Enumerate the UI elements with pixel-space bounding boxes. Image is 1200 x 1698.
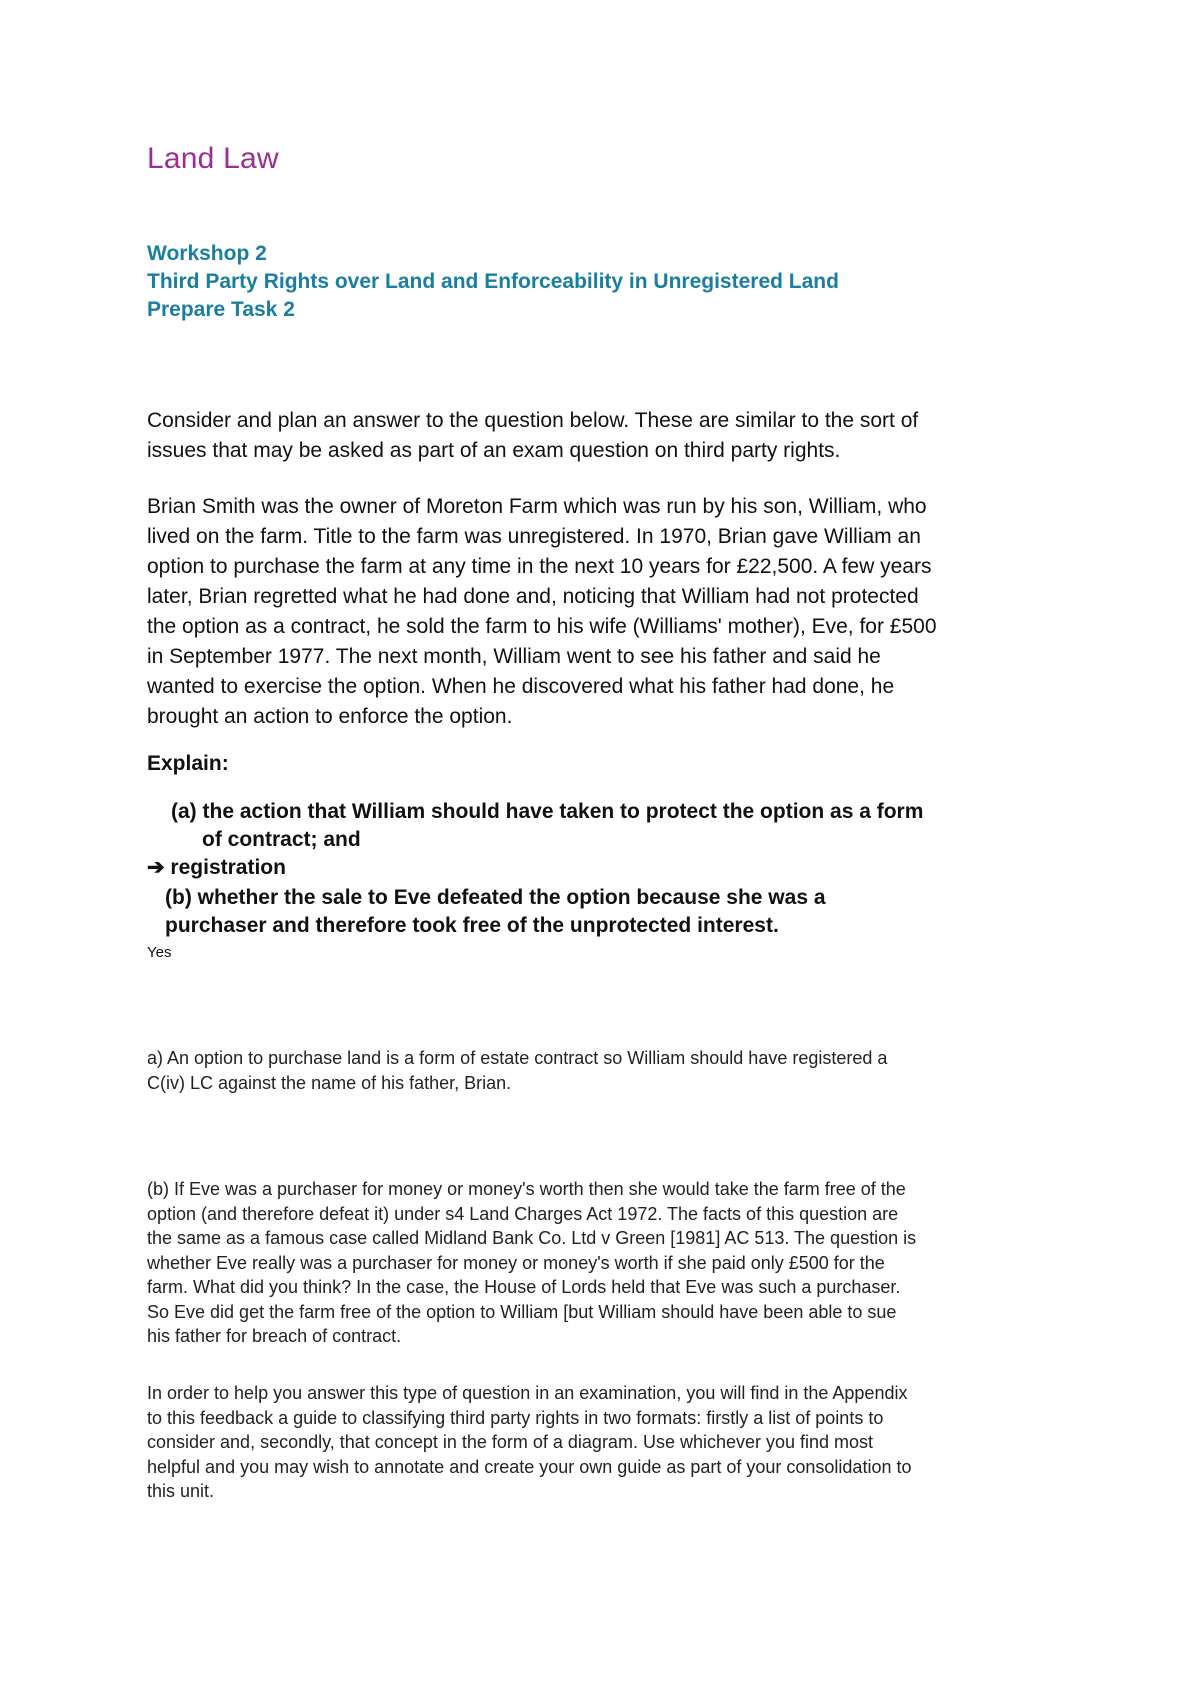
scenario-paragraph: [147, 492, 1067, 732]
document-title: Land Law: [147, 142, 279, 175]
closing-line: In order to help you answer this type of question in an examination, you will find in the Appendix: [147, 1383, 908, 1403]
scenario-line: wanted to exercise the option. When he discovered what his father had done, he: [147, 675, 895, 698]
answer-line: So Eve did get the farm free of the option to William [but William should have been able to sue: [147, 1301, 897, 1322]
answer-line: a) An option to purchase land is a form of estate contract so William should have registered a: [147, 1048, 888, 1068]
answer-line: his father for breach of contract.: [147, 1326, 402, 1346]
scenario-line: option to purchase the farm at any time in the next 10 years for £22,500. A few years: [147, 555, 932, 578]
closing-line: this unit.: [147, 1481, 215, 1501]
scenario-line: brought an action to enforce the option.: [147, 705, 513, 728]
answer-line: C(iv) LC against the name of his father, Brian.: [147, 1072, 512, 1093]
scenario-line: the option as a contract, he sold the farm to his wife (Williams' mother), Eve, for £500: [147, 615, 937, 638]
task-label: Prepare Task 2: [147, 298, 295, 321]
question-item-b: (b) whether the sale to Eve defeated the option because she was a: [165, 886, 826, 909]
scenario-line: Brian Smith was the owner of Moreton Farm which was run by his son, William, who: [147, 495, 927, 518]
explain-heading: Explain:: [147, 752, 229, 775]
scenario-line: lived on the farm. Title to the farm was unregistered. In 1970, Brian gave William an: [147, 525, 921, 548]
scenario-line: in September 1977. The next month, William went to see his father and said he: [147, 645, 881, 668]
question-item-a: (a) the action that William should have taken to protect the option as a form: [171, 800, 924, 823]
answer-line: whether Eve really was a purchaser for money or money's worth if she paid only £500 for the: [147, 1252, 885, 1273]
closing-line: helpful and you may wish to annotate and create your own guide as part of your consolidation to: [147, 1456, 912, 1477]
workshop-label: Workshop 2: [147, 242, 267, 265]
closing-line: to this feedback a guide to classifying third party rights in two formats: firstly a list of points to: [147, 1407, 884, 1428]
answer-a-paragraph: [147, 1046, 1067, 1095]
intro-paragraph: [147, 406, 1067, 466]
closing-line: consider and, secondly, that concept in the form of a diagram. Use whichever you find most: [147, 1432, 874, 1452]
answer-line: farm. What did you think? In the case, the House of Lords held that Eve was such a purchaser.: [147, 1277, 901, 1297]
closing-paragraph: [147, 1381, 1067, 1504]
answer-line: the same as a famous case called Midland Bank Co. Ltd v Green [1981] AC 513. The question is: [147, 1228, 917, 1248]
registration-note: ➔ registration: [147, 856, 286, 879]
answer-yes-note: Yes: [147, 944, 172, 961]
answer-b-paragraph: [147, 1177, 1067, 1349]
answer-line: option (and therefore defeat it) under s4 Land Charges Act 1972. The facts of this question are: [147, 1203, 899, 1224]
scenario-line: later, Brian regretted what he had done and, noticing that William had not protected: [147, 585, 919, 608]
question-item-a-continuation: of contract; and: [202, 828, 361, 851]
topic-subtitle: Third Party Rights over Land and Enforceability in Unregistered Land: [147, 270, 839, 293]
intro-line: Consider and plan an answer to the question below. These are similar to the sort of: [147, 409, 919, 432]
answer-line: (b) If Eve was a purchaser for money or money's worth then she would take the farm free of the: [147, 1179, 906, 1199]
intro-line: issues that may be asked as part of an exam question on third party rights.: [147, 439, 841, 462]
question-item-b-continuation: purchaser and therefore took free of the unprotected interest.: [165, 914, 779, 937]
